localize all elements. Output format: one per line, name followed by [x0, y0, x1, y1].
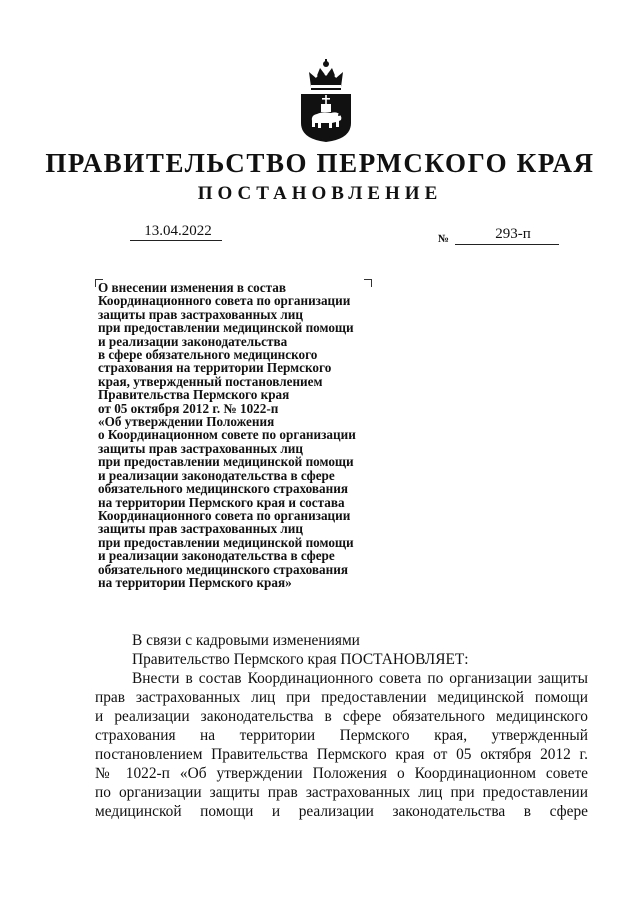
body-paragraph-line: медицинской помощи и реализации законодательства в сфере	[95, 803, 588, 820]
body-paragraph-line: постановлением Правительства Пермского края от 05 октября 2012 г.	[95, 746, 588, 763]
body-paragraph-line: по организации защиты прав застрахованных лиц при предоставлении	[95, 784, 588, 801]
document-subject	[98, 281, 408, 589]
document-number: 293-п	[495, 226, 531, 242]
subject-line: на территории Пермского края и состава	[98, 494, 345, 510]
subject-line: обязательного медицинского страхования	[98, 481, 348, 497]
subject-line: и реализации законодательства в сфере	[98, 467, 335, 483]
subject-line: Координационного совета по организации	[98, 507, 351, 523]
subject-line: в сфере обязательного медицинского	[98, 347, 318, 363]
number-sign: №	[438, 233, 450, 245]
subject-line: защиты прав застрахованных лиц	[98, 306, 304, 322]
body-paragraph-line: Внести в состав Координационного совета по организации защиты	[132, 670, 588, 687]
government-name: ПРАВИТЕЛЬСТВО ПЕРМСКОГО КРАЯ	[45, 148, 595, 178]
subject-line: и реализации законодательства в сфере	[98, 548, 335, 564]
subject-line: О внесении изменения в состав	[98, 280, 286, 295]
perm-krai-coat-of-arms-icon	[299, 59, 353, 143]
subject-line: обязательного медицинского страхования	[98, 561, 348, 577]
subject-line: «Об утверждении Положения	[98, 414, 275, 430]
subject-line: Правительства Пермского края	[98, 387, 290, 403]
body-paragraph-line: страхования на территории Пермского края, утвержденный	[95, 727, 588, 744]
document-type: ПОСТАНОВЛЕНИЕ	[197, 183, 443, 204]
document-date: 13.04.2022	[144, 223, 212, 239]
subject-line: края, утвержденный постановлением	[98, 373, 323, 389]
subject-line: защиты прав застрахованных лиц	[98, 440, 304, 456]
subject-line: страхования на территории Пермского	[98, 360, 332, 376]
body-preamble: В связи с кадровыми изменениями	[132, 632, 360, 649]
subject-line: при предоставлении медицинской помощи	[98, 534, 354, 550]
subject-line: при предоставлении медицинской помощи	[98, 320, 354, 336]
subject-line: о Координационном совете по организации	[98, 427, 356, 443]
subject-line: Координационного совета по организации	[98, 293, 351, 309]
subject-line: от 05 октября 2012 г. № 1022-п	[98, 400, 279, 416]
body-resolution: Правительство Пермского края ПОСТАНОВЛЯЕТ:	[132, 651, 469, 668]
body-paragraph-line: и реализации законодательства в сфере обязательного медицинского	[95, 708, 588, 725]
subject-line: защиты прав застрахованных лиц	[98, 521, 304, 537]
body-paragraph-line: прав застрахованных лиц при предоставлении медицинской помощи	[95, 689, 588, 706]
number-underline	[455, 244, 559, 245]
subject-line: и реализации законодательства	[98, 333, 288, 349]
date-underline	[130, 240, 222, 241]
body-paragraph-line: № 1022-п «Об утверждении Положения о Координационном совете	[95, 765, 588, 782]
subject-line: на территории Пермского края»	[98, 574, 292, 590]
subject-line: при предоставлении медицинской помощи	[98, 454, 354, 470]
